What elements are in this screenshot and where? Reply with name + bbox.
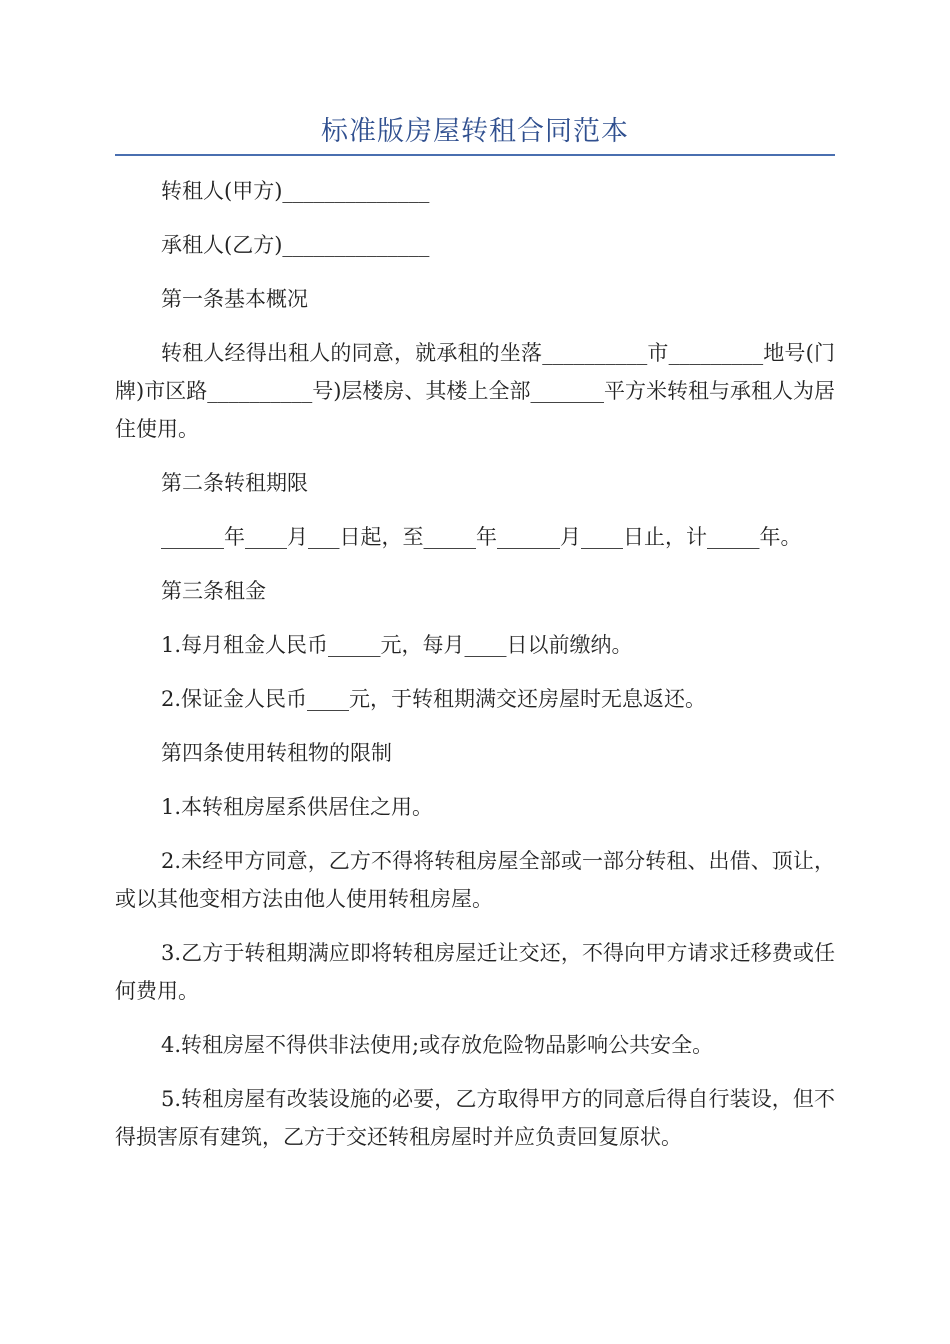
article-3-item-1: 1.每月租金人民币_____元，每月____日以前缴纳。 [161,633,633,657]
article-4-item-2: 2.未经甲方同意，乙方不得将转租房屋全部或一部分转租、出借、顶让，或以其他变相方法由他人使用转租房屋。 [115,849,835,911]
article-1-heading: 第一条基本概况 [161,287,308,311]
article-4-heading: 第四条使用转租物的限制 [161,741,392,765]
article-1-text: 转租人经得出租人的同意，就承租的坐落__________市_________地号(门牌)市区路__________号)层楼房、其楼上全部_______平方米转租与承租人为居住使用。 [115,341,835,441]
party-b-line: 承租人(乙方)______________ [161,233,430,257]
article-4-item-3: 3.乙方于转租期满应即将转租房屋迁让交还，不得向甲方请求迁移费或任何费用。 [115,941,835,1003]
document-title: 标准版房屋转租合同范本 [321,116,629,147]
article-2-text: ______年____月___日起，至_____年______月____日止，计_____年。 [161,525,802,549]
article-4-item-4: 4.转租房屋不得供非法使用;或存放危险物品影响公共安全。 [161,1033,714,1057]
party-a-line: 转租人(甲方)______________ [161,179,430,203]
article-3-item-2: 2.保证金人民币____元，于转租期满交还房屋时无息返还。 [161,687,707,711]
article-2-heading: 第二条转租期限 [161,471,308,495]
article-3-heading: 第三条租金 [161,579,266,603]
article-4-item-5: 5.转租房屋有改装设施的必要，乙方取得甲方的同意后得自行装设，但不得损害原有建筑，乙方于交还转租房屋时并应负责回复原状。 [115,1087,835,1149]
article-4-item-1: 1.本转租房屋系供居住之用。 [161,795,434,819]
document-body [115,172,835,1172]
title-underline [115,154,835,156]
